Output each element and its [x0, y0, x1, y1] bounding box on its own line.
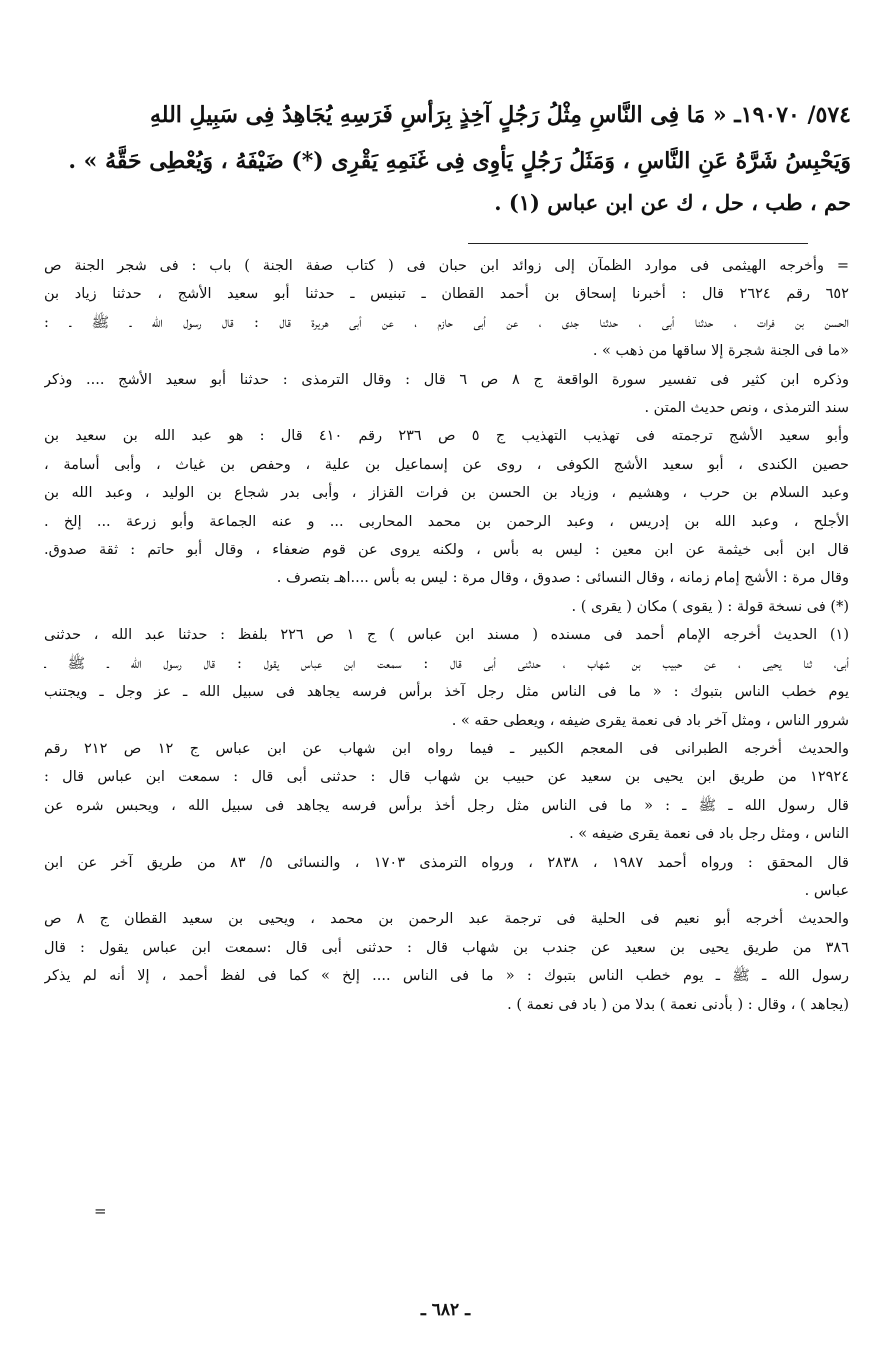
hadith-line: ٥٧٤/ ١٩٠٧٠ـ « مَا فِى النَّاسِ مِثْلُ رَجُلٍ آخِذٍ بِرَأسِ فَرَسِهِ يُجَاهِدُ فِى سَبِيلِ اللهِ — [149, 102, 851, 128]
footnote-line: (يجاهد ) ، وقال : ( بأدنى نعمة ) بدلا من ( باد فى نعمة ) . — [507, 996, 849, 1013]
footnote-line: «ما فى الجنة شجرة إلا ساقها من ذهب » . — [592, 343, 849, 360]
footnote-line: والحديث أخرجه أبو نعيم فى الحلية فى ترجمة عبد الرحمن بن محمد ، ويحيى بن سعيد القطان ج ٨ ص — [44, 911, 849, 928]
footnote-line: وأبو سعيد الأشج ترجمته فى تهذيب التهذيب ج ٥ ص ٢٣٦ رقم ٤١٠ قال : هو عبد الله بن سعيد بن — [44, 428, 849, 445]
hadith-text — [40, 92, 851, 184]
footnote-line: أبى، ثنا يحيى ، عن حبيب بن شهاب ، حدثنى أبى قال : سمعت ابن عباس يقول : قال رسول الله ـ ﷺ ـ — [44, 655, 849, 672]
footnote-line: ٣٨٦ من طريق يحيى بن سعيد عن جندب بن شهاب قال : حدثنى أبى قال :سمعت ابن عباس يقول : قال — [44, 939, 849, 956]
footnote-line: ١٢٩٢٤ من طريق ابن يحيى بن سعيد عن حبيب بن شهاب قال : حدثنى أبى قال : سمعت ابن عباس قال : — [44, 769, 849, 786]
footnote-line: رسول الله ـ ﷺ ـ يوم خطب الناس بتبوك : « ما فى الناس .... إلخ » كما فى لفظ أحمد ، إلا أنه لم يذكر — [44, 968, 849, 985]
footnote-line: قال المحقق : ورواه أحمد ١٩٨٧ ، ٢٨٣٨ ، ورواه الترمذى ١٧٠٣ ، والنسائى ٥/ ٨٣ من طريق آخر عن ابن — [44, 854, 849, 871]
hadith-sources: حم ، طب ، حل ، ك عن ابن عباس (١) . — [494, 190, 851, 215]
footnote-line: = وأخرجه الهيثمى فى موارد الظمآن إلى زوائد ابن حبان فى ( كتاب صفة الجنة ) باب : فى شجر الجنة ص — [44, 258, 849, 274]
footnote-line: الناس ، ومثل رجل باد فى نعمة يقرى ضيفه » . — [569, 826, 849, 843]
continuation-mark: = — [94, 1202, 107, 1220]
footnote-line: قال رسول الله ـ ﷺ ـ : « ما فى الناس مثل رجل أخذ برأس فرسه يجاهد فى سبيل الله ، ويحبس شره عن — [44, 797, 849, 814]
footnote-line: عباس . — [804, 882, 849, 899]
footnote-line: ٦٥٢ رقم ٢٦٢٤ قال : أخبرنا إسحاق بن أحمد القطان ـ تبنيس ـ حدثنا أبو سعيد الأشج ، حدثنا زياد بن — [44, 286, 849, 303]
footnotes — [44, 252, 849, 1019]
footnote-line: قال ابن أبى خيثمة عن ابن معين : ليس به بأس ، ولكنه يروى عن قوم ضعفاء ، وقال أبو حاتم : ثقة صدوق. — [44, 542, 849, 559]
footnote-line: يوم خطب الناس بتبوك : « ما فى الناس مثل رجل آخذ برأس فرسه يجاهد فى سبيل الله ـ عز وجل ـ ويجتنب — [44, 684, 849, 701]
footnote-line: الأجلح ، وعبد الله بن إدريس ، وعبد الرحمن بن محمد المحاربى ... و عنه الجماعة وأبو زرعة ... إلخ . — [44, 513, 849, 530]
footnote-line: الحسن بن فرات ، حدثنا أبى ، حدثنا جدى ، عن أبى حازم ، عن أبى هريرة قال : قال رسول الله ـ ﷺ ـ : — [44, 314, 849, 331]
footnote-line: وعبد السلام بن حرب ، وهشيم ، وزياد بن الحسن بن فرات القزاز ، وأبى بدر شجاع بن الوليد ، وعبد الله بن — [44, 485, 849, 502]
footnote-line: وقال مرة : الأشج إمام زمانه ، وقال النسائى : صدوق ، وقال مرة : ليس به بأس ....اهـ بتصرف . — [276, 570, 849, 587]
footnote-line: شرور الناس ، ومثل آخر باد فى نعمة يقرى ضيفه ، ويعطى حقه » . — [451, 712, 849, 729]
footnote-line: والحديث أخرجه الطبرانى فى المعجم الكبير ـ فيما رواه ابن شهاب عن ابن عباس ج ١٢ ص ٢١٢ رقم — [44, 740, 849, 757]
page-number: ـ ٦٨٢ ـ — [420, 1300, 471, 1320]
footnote-line: (١) الحديث أخرجه الإمام أحمد فى مسنده ( مسند ابن عباس ) ج ١ ص ٢٢٦ بلفظ : حدثنا عبد الله ، حدثنى — [44, 627, 849, 644]
footnote-line: سند الترمذى ، ونص حديث المتن . — [644, 400, 849, 417]
footnote-separator — [468, 243, 808, 244]
footnote-line: حصين الكندى ، أبو سعيد الأشج الكوفى ، روى عن إسماعيل بن علية ، وحفص بن غياث ، وأبى أسامة ، — [44, 456, 849, 473]
footnote-line: وذكره ابن كثير فى تفسير سورة الواقعة ج ٨ ص ٦ قال : وقال الترمذى : حدثنا أبو سعيد الأشج .... وذكر — [44, 371, 849, 388]
footnote-line: (*) فى نسخة قولة : ( يقوى ) مكان ( يقرى ) . — [571, 598, 849, 615]
hadith-line: وَيَحْبِسُ شَرَّهُ عَنِ النَّاسِ ، وَمَثَلُ رَجُلٍ يَأوِى فِى غَنَمِهِ يَقْرِى (*) ضَيْفَهُ ، وَيُعْطِى حَقَّهُ » . — [68, 148, 851, 174]
